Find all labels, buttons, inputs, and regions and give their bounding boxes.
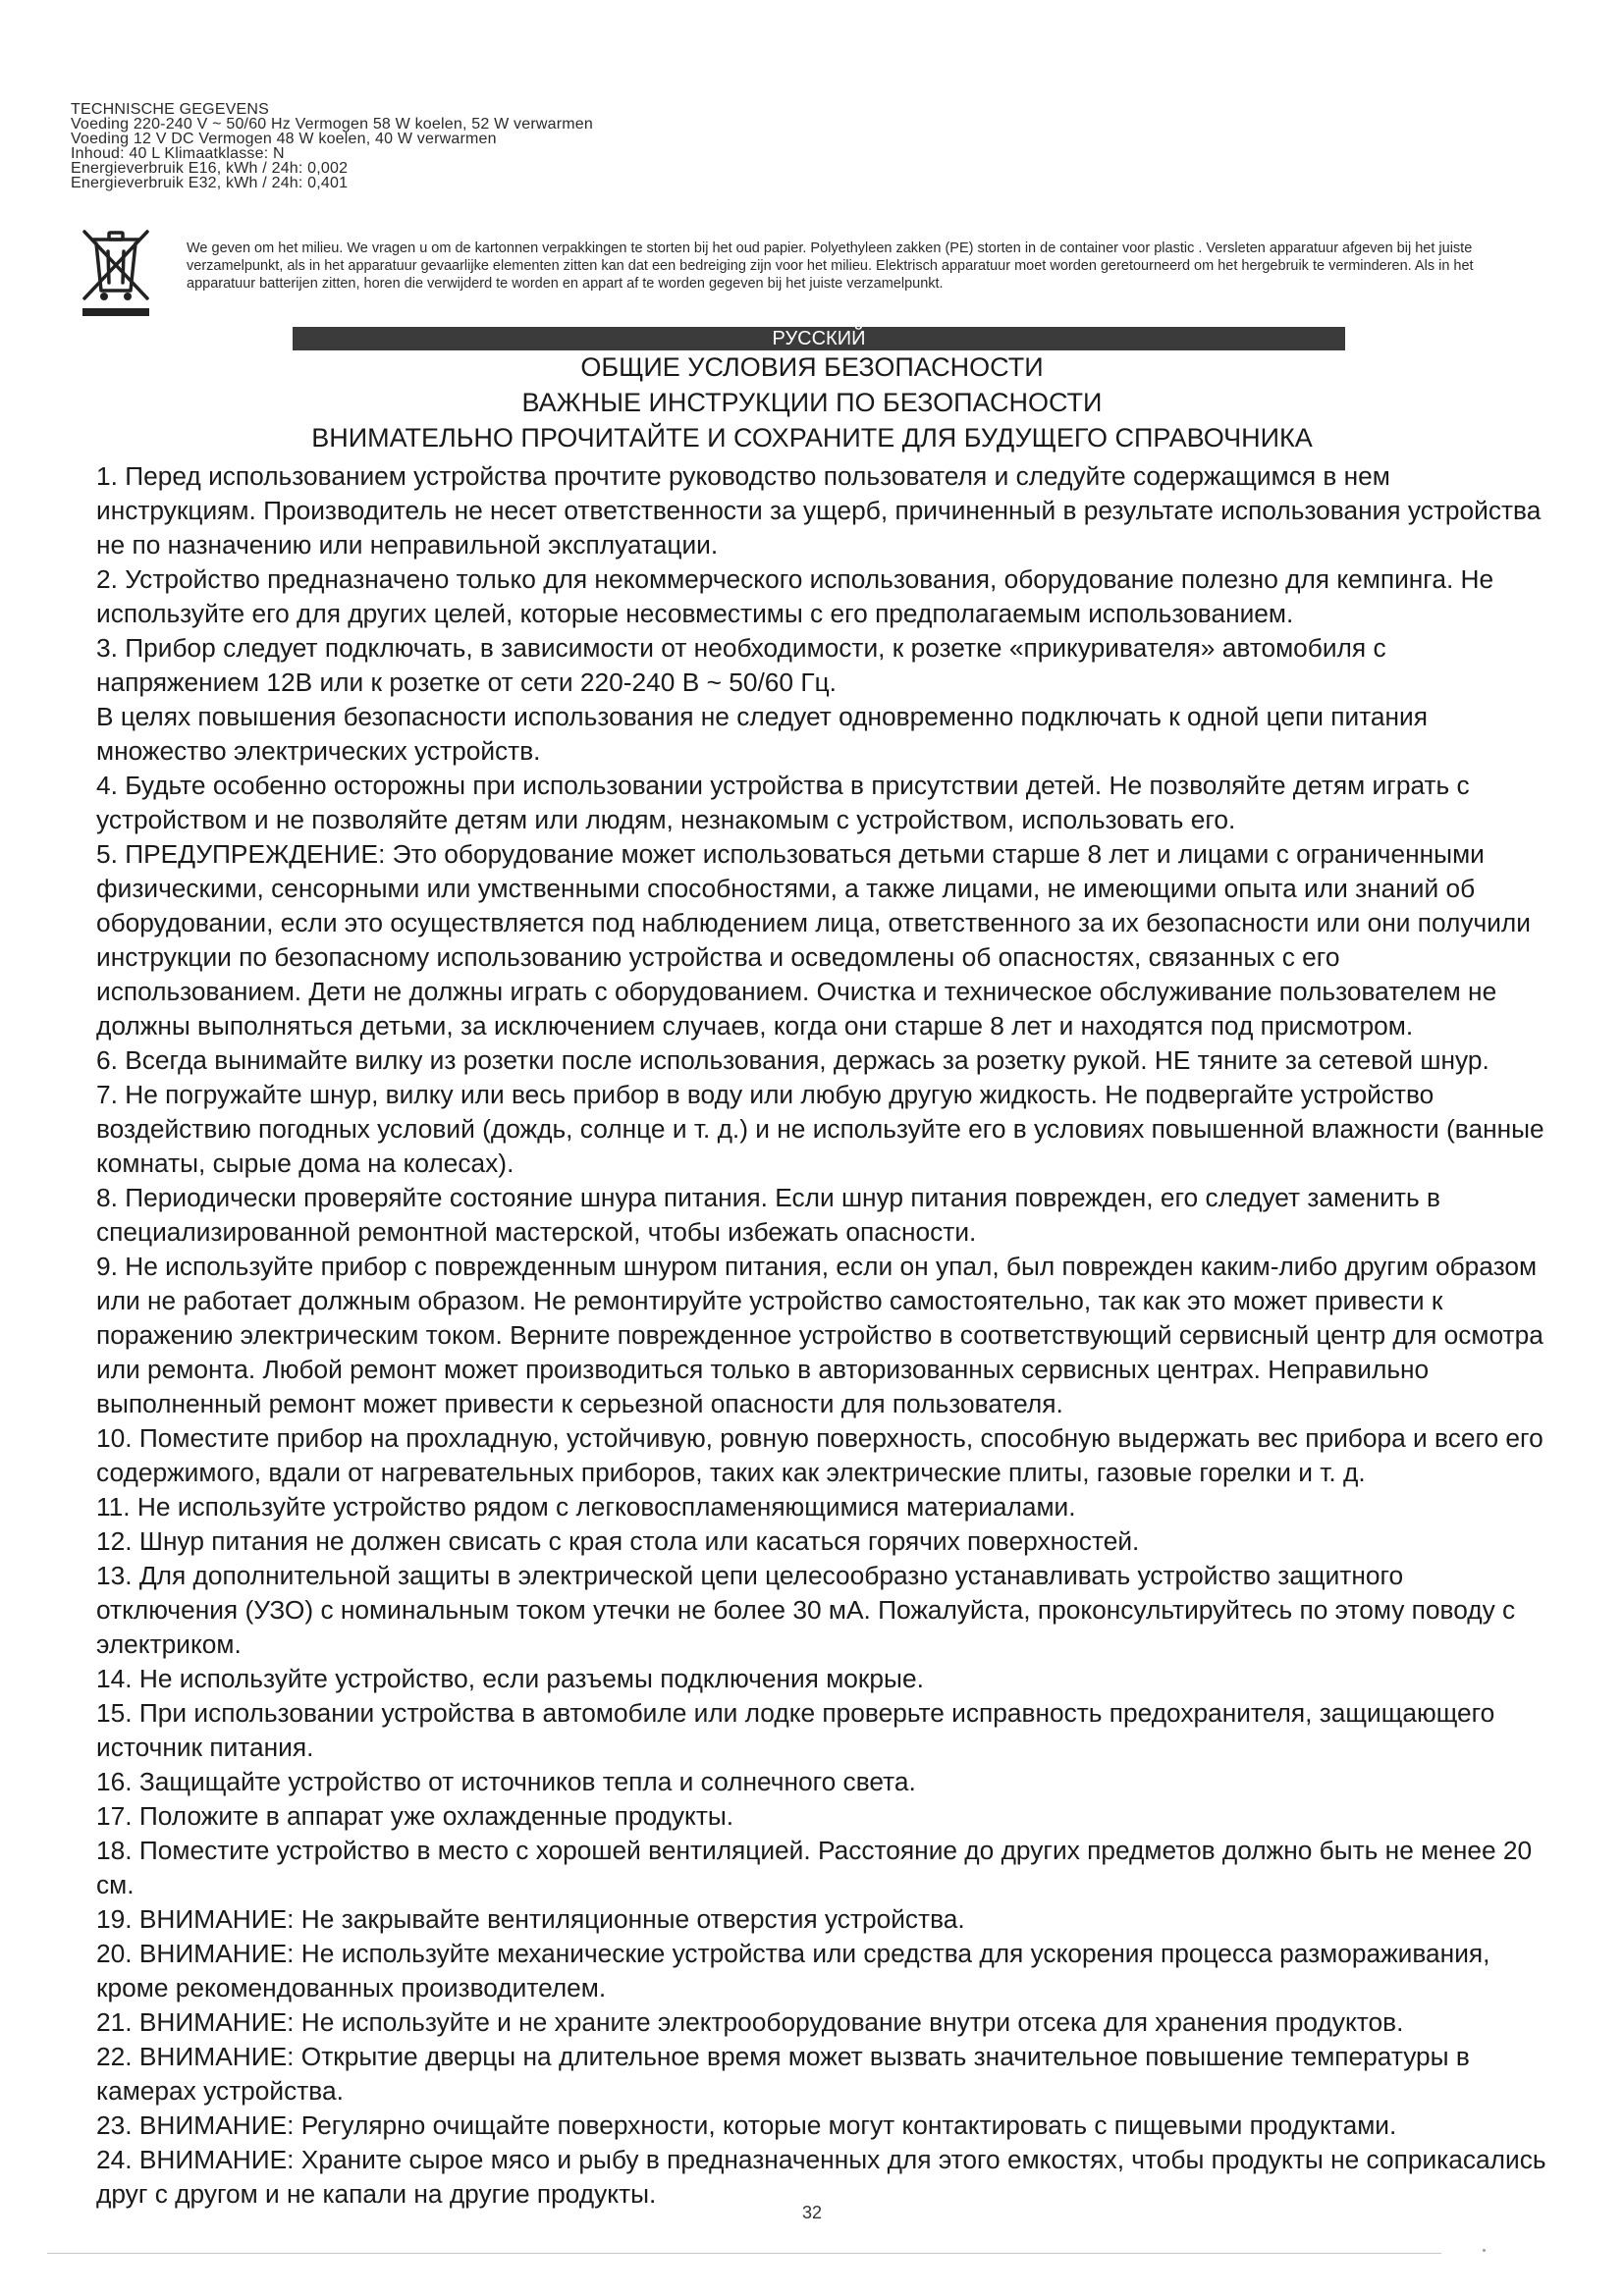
footer-mark [1483,2249,1486,2252]
instruction-paragraph: 18. Поместите устройство в место с хорошей вентиляцией. Расстояние до других предметов должно быть не менее 20 см. [96,1836,1533,1899]
instruction-paragraph: 9. Не используйте прибор с поврежденным шнуром питания, если он упал, был поврежден каким-либо другим образом или не работает должным образом. Не ремонтируйте устройство самостоятельно, так как это может привести к поражению электрическим током. Верните поврежденное устройство в соответствующий сервисный центр для осмотра или ремонта. Любой ремонт может производиться только в авторизованных сервисных центрах. Неправильно выполненный ремонт может привести к серьезной опасности для пользователя. [96,1252,1543,1418]
instruction-paragraph: 22. ВНИМАНИЕ: Открытие дверцы на длительное время может вызвать значительное повышение температуры в камерах устройства. [96,2042,1470,2106]
technical-specs [71,102,954,190]
language-section-bar: РУССКИЙ [293,327,1345,350]
instruction-paragraph: 7. Не погружайте шнур, вилку или весь прибор в воду или любую другую жидкость. Не подвергайте устройство воздействию погодных условий (дождь, солнце и т. д.) и не используйте его в условиях повышенной влажности (ванные комнаты, сырые дома на колесах). [96,1080,1544,1178]
page-number: 32 [801,2203,823,2222]
safety-instructions [96,459,1549,2212]
instruction-paragraph: 2. Устройство предназначено только для некоммерческого использования, оборудование полезно для кемпинга. Не используйте его для других целей, которые несовместимы с его предполагаемым использованием. [96,564,1494,628]
instruction-paragraph: 23. ВНИМАНИЕ: Регулярно очищайте поверхности, которые могут контактировать с пищевыми продуктами. [96,2110,1397,2140]
crossed-out-wheelie-bin-icon [77,222,155,320]
instruction-paragraph: 20. ВНИМАНИЕ: Не используйте механические устройства или средства для ускорения процесса размораживания, кроме рекомендованных производителем. [96,1939,1490,2002]
instruction-paragraph: 24. ВНИМАНИЕ: Храните сырое мясо и рыбу в предназначенных для этого емкостях, чтобы продукты не соприкасались друг с другом и не капали на другие продукты. [96,2145,1546,2209]
environment-note: We geven om het milieu. We vragen u om de kartonnen verpakkingen te storten bij het oud papier. Polyethyleen zakken (PE) storten in de container voor plastic . Versleten apparatuur afgeven bij het juiste verzamelpunkt, als in het apparatuur gevaarlijke elementen zitten kan dat een bedreiging zijn voor het milieu. Elektrisch apparatuur moet worden geretourneerd om het hergebruik te verminderen. Als in het apparatuur batterijen zitten, horen die verwijderd te worden en appart af te worden gegeven bij het juiste verzamelpunkt. [187,240,1474,292]
specs-line-capacity: Inhoud: 40 L Klimaatklasse: N [71,145,285,162]
instruction-paragraph: 14. Не используйте устройство, если разъемы подключения мокрые. [96,1664,924,1693]
instruction-paragraph: 8. Периодически проверяйте состояние шнура питания. Если шнур питания поврежден, его следует заменить в специализированной ремонтной мастерской, чтобы избежать опасности. [96,1183,1440,1247]
instruction-paragraph: В целях повышения безопасности использования не следует одновременно подключать к одной цепи питания множество электрических устройств. [96,702,1428,766]
specs-title: TECHNISCHE GEGEVENS [71,101,270,118]
instruction-paragraph: 15. При использовании устройства в автомобиле или лодке проверьте исправность предохранителя, защищающего источник питания. [96,1698,1495,1762]
instruction-paragraph: 17. Положите в аппарат уже охлажденные продукты. [96,1801,734,1831]
instruction-paragraph: 16. Защищайте устройство от источников тепла и солнечного света. [96,1767,916,1796]
instruction-paragraph: 10. Поместите прибор на прохладную, устойчивую, ровную поверхность, способную выдержать вес прибора и всего его содержимого, вдали от нагревательных приборов, таких как электрические плиты, газовые горелки и т. д. [96,1423,1543,1487]
section-heading-general-safety: ОБЩИЕ УСЛОВИЯ БЕЗОПАСНОСТИ [580,352,1044,382]
instruction-paragraph: 5. ПРЕДУПРЕЖДЕНИЕ: Это оборудование может использоваться детьми старше 8 лет и лицами с ограниченными физическими, сенсорными или умственными способностями, а также лицами, не имеющими опыта или знаний об оборудовании, если это осуществляется под наблюдением лица, ответственного за их безопасности или они получили инструкции по безопасному использованию устройства и осведомлены об опасностях, связанных с его использованием. Дети не должны играть с оборудованием. Очистка и техническое обслуживание пользователем не должны выполняться детьми, за исключением случаев, когда они старше 8 лет и находятся под присмотром. [96,839,1531,1041]
instruction-paragraph: 12. Шнур питания не должен свисать с края стола или касаться горячих поверхностей. [96,1526,1140,1556]
instruction-paragraph: 4. Будьте особенно осторожны при использовании устройства в присутствии детей. Не позволяйте детям играть с устройством и не позволяйте детям или людям, незнакомым с устройством, использовать его. [96,771,1470,834]
specs-line-power-dc: Voeding 12 V DC Vermogen 48 W koelen, 40 W verwarmen [71,131,497,147]
specs-line-power-ac: Voeding 220-240 V ~ 50/60 Hz Vermogen 58 W koelen, 52 W verwarmen [71,116,593,133]
instruction-paragraph: 21. ВНИМАНИЕ: Не используйте и не храните электрооборудование внутри отсека для хранения продуктов. [96,2007,1404,2037]
section-heading-read-and-keep: ВНИМАТЕЛЬНО ПРОЧИТАЙТЕ И СОХРАНИТЕ ДЛЯ БУДУЩЕГО СПРАВОЧНИКА [311,423,1313,453]
instruction-paragraph: 19. ВНИМАНИЕ: Не закрывайте вентиляционные отверстия устройства. [96,1904,965,1934]
specs-line-energy-e32: Energieverbruik E32, kWh / 24h: 0,401 [71,175,349,191]
instruction-paragraph: 3. Прибор следует подключать, в зависимости от необходимости, к розетке «прикуривателя» автомобиля с напряжением 12В или к розетке от сети 220-240 В ~ 50/60 Гц. [96,633,1386,697]
instruction-paragraph: 13. Для дополнительной защиты в электрической цепи целесообразно устанавливать устройство защитного отключения (УЗО) с номинальным током утечки не более 30 мА. Пожалуйста, проконсультируйтесь по этому поводу с электриком. [96,1561,1516,1659]
instruction-paragraph: 6. Всегда вынимайте вилку из розетки после использования, держась за розетку рукой. НЕ тяните за сетевой шнур. [96,1045,1489,1075]
footer-divider [47,2253,1441,2254]
instruction-paragraph: 1. Перед использованием устройства прочтите руководство пользователя и следуйте содержащимся в нем инструкциям. Производитель не несет ответственности за ущерб, причиненный в результате использования устройства не по назначению или неправильной эксплуатации. [96,461,1542,560]
specs-line-energy-e16: Energieverbruik E16, kWh / 24h: 0,002 [71,160,349,177]
instruction-paragraph: 11. Не используйте устройство рядом с легковоспламеняющимися материалами. [96,1492,1076,1522]
section-heading-important-instructions: ВАЖНЫЕ ИНСТРУКЦИИ ПО БЕЗОПАСНОСТИ [521,388,1103,417]
